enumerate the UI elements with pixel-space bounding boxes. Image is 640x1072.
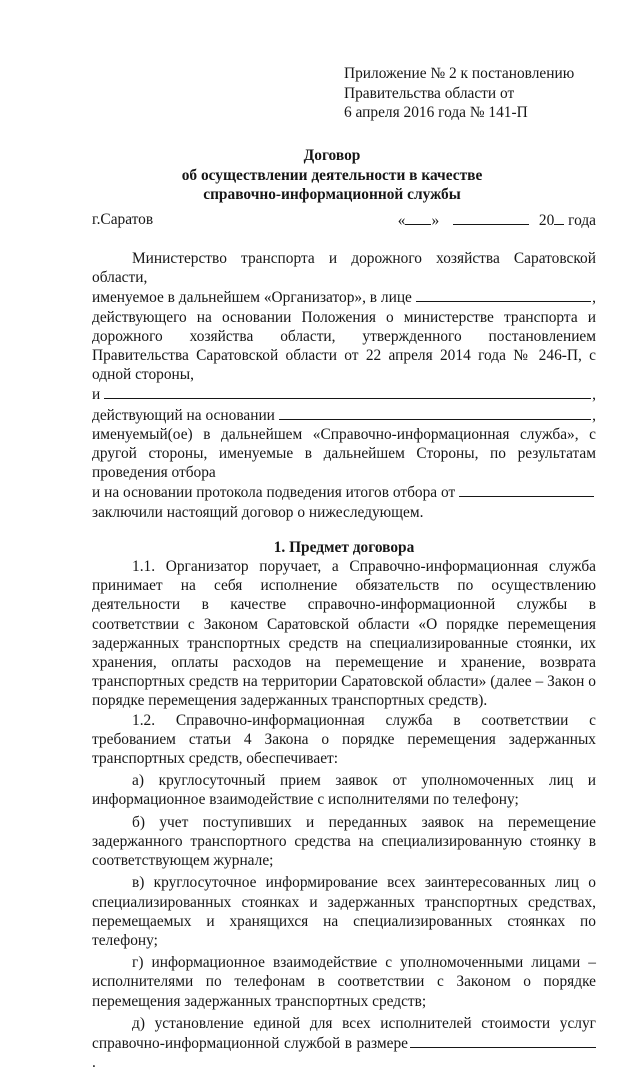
party-and: и (92, 386, 101, 404)
protocol-text: и на основании протокола подведения итогов отбора от (92, 484, 456, 502)
appendix-line-3: 6 апреля 2016 года № 141-П (344, 104, 528, 121)
comma: , (592, 289, 596, 307)
appendix-line-1: Приложение № 2 к постановлению (344, 65, 575, 82)
section-1-heading: 1. Предмет договора (273, 538, 415, 556)
city: г.Саратов (92, 211, 154, 228)
date-quote-close: » (431, 212, 440, 229)
date-quote-open: « (397, 212, 406, 229)
clause-1-2-d (92, 1014, 596, 1072)
party-name-blank (104, 384, 591, 399)
protocol-line (92, 482, 596, 502)
party-basis-line (92, 405, 596, 425)
party-basis-blank (279, 405, 591, 420)
month-blank (453, 210, 529, 225)
document-title (0, 146, 640, 205)
clause-1-1: 1.1. Организатор поручает, а Справочно-информационная служба принимает на себя исполнение обязательств по осуществлению деятельности в качестве справочно-информационной службы в соответствии с Законом Саратовской области «О порядке перемещения задержанных транспортных средств на специализированные стоянки, их хранения, оплаты расходов на перемещение и хранение, возврата транспортных средств на территории Саратовской области» (далее – Закон о порядке перемещения задержанных транспортных средств). (92, 558, 596, 710)
date-field (398, 210, 596, 230)
appendix-line-2: Правительства области от (344, 84, 515, 102)
clause-1-2-v: в) круглосуточное информирование всех заинтересованных лиц о специализированных стоянках и задержанных транспортных средствах, перемещаемых и хранящихся на специализированных стоянках по телефону; (92, 874, 596, 949)
clause-1-2-a: а) круглосуточный прием заявок от уполномоченных лиц и информационное взаимодействие с исполнителями по телефону; (92, 772, 596, 809)
place-date-row (92, 210, 596, 230)
intro-represented-by: именуемое в дальнейшем «Организатор», в лице (92, 289, 412, 307)
comma: , (592, 406, 596, 424)
day-blank (405, 210, 431, 225)
intro-basis: действующего на основании Положения о министерстве транспорта и дорожного хозяйства области, утвержденного постановлением Правительства Саратовской области от 22 апреля 2014 года № 246-П, с одной стороны, (92, 308, 596, 384)
year-suffix: года (568, 212, 596, 229)
party-line (92, 384, 596, 404)
intro-line-1: Министерство транспорта и дорожного хозяйства Саратовской области, (92, 250, 596, 287)
title-line-1: Договор (303, 147, 361, 164)
agreement-concluded: заключили настоящий договор о нижеследующем. (92, 503, 424, 521)
comma: , (592, 386, 596, 404)
party-designation: именуемый(ое) в дальнейшем «Справочно-информационная служба», с другой стороны, именуемые в дальнейшем Стороны, по результатам проведения отбора (92, 425, 596, 482)
protocol-date-blank (459, 482, 594, 497)
representative-blank (416, 287, 591, 302)
period: . (92, 1054, 96, 1072)
document-body (92, 249, 596, 1072)
year-blank (554, 210, 564, 225)
clause-1-2-b: б) учет поступивших и переданных заявок на перемещение задержанного транспортного средства на специализированную стоянку в соответствующем журнале; (92, 813, 596, 870)
year-prefix: 20 (538, 212, 555, 229)
title-line-2: об осуществлении деятельности в качестве (181, 166, 483, 184)
clause-1-2: 1.2. Справочно-информационная служба в соответствии с требованием статьи 4 Закона о порядке перемещения задержанных транспортных средств, обеспечивает: (92, 711, 596, 768)
clause-1-2-g: г) информационное взаимодействие с уполномоченными лицами – исполнителями по телефонам в соответствии с Законом о порядке перемещения задержанных транспортных средств; (92, 954, 596, 1010)
intro-line-2 (92, 287, 596, 307)
service-cost-blank (410, 1033, 596, 1048)
party-acting-basis: действующий на основании (92, 406, 275, 424)
clause-1-2-d-text: д) установление единой для всех исполнителей стоимости услуг справочно-информационной службой в размере (92, 1014, 596, 1052)
title-line-3: справочно-информационной службы (203, 186, 461, 203)
appendix-note (344, 64, 614, 123)
